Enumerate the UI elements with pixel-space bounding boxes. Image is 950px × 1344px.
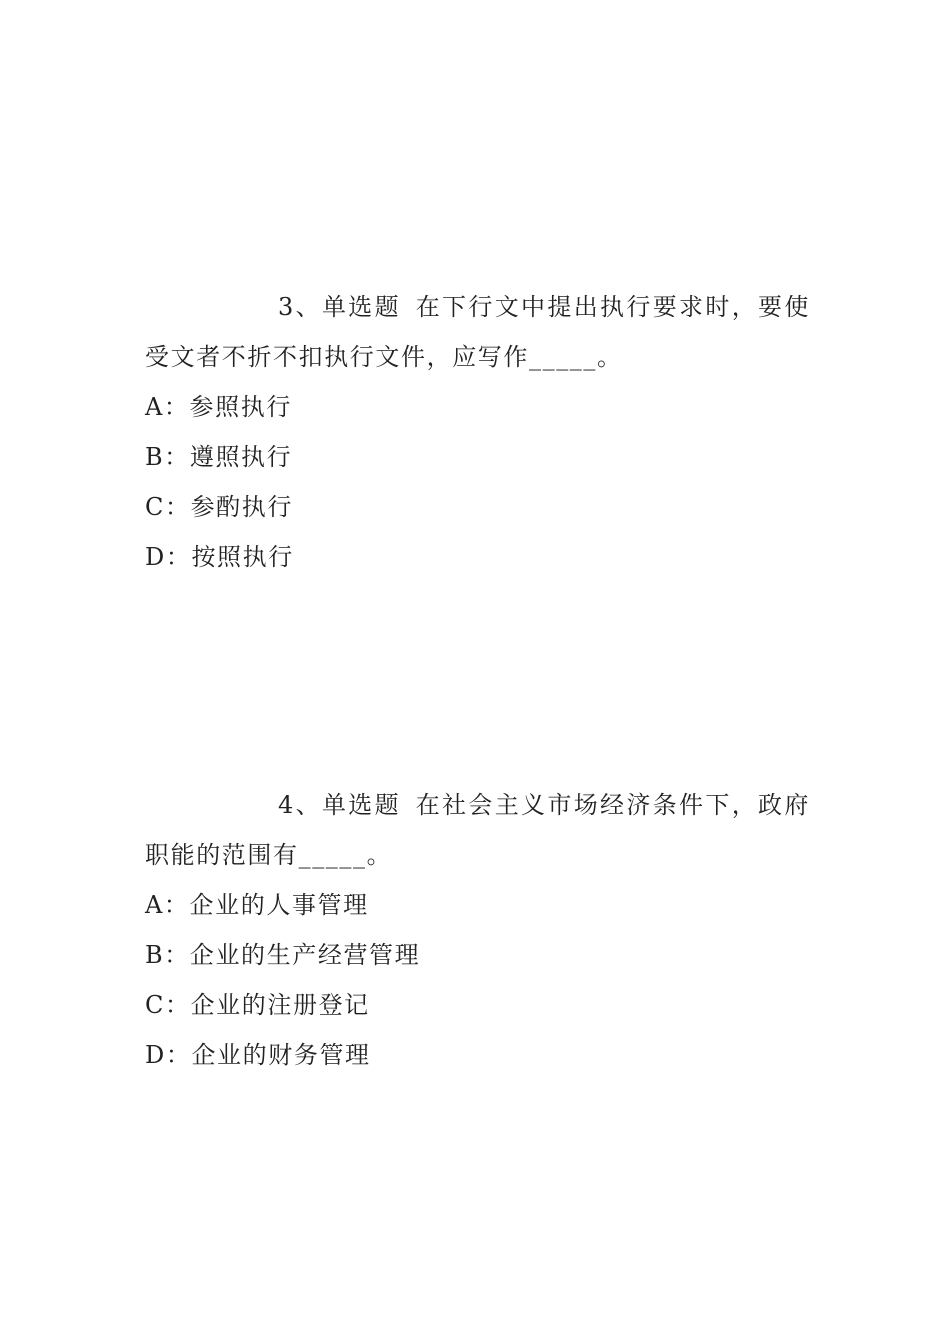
option-text: 参酌执行 — [190, 493, 293, 521]
option-a[interactable] — [145, 382, 810, 432]
option-b[interactable] — [145, 432, 810, 482]
option-text: 企业的财务管理 — [191, 1041, 371, 1069]
option-b[interactable] — [145, 930, 810, 980]
option-text: 企业的生产经营管理 — [189, 941, 421, 969]
option-text: 企业的人事管理 — [189, 891, 369, 919]
question-text: 在下行文中提出执行要求时，要使受文者不折不扣执行文件，应写作_____。 — [145, 293, 810, 371]
question-stem — [145, 780, 810, 880]
option-a[interactable] — [145, 880, 810, 930]
option-letter: D： — [145, 543, 192, 571]
option-d[interactable] — [145, 1030, 810, 1080]
question-stem — [145, 282, 810, 382]
question-number-type: 4、单选题 — [278, 791, 401, 819]
option-d[interactable] — [145, 532, 810, 582]
question-3 — [145, 282, 810, 582]
option-letter: D： — [145, 1041, 192, 1069]
option-c[interactable] — [145, 980, 810, 1030]
question-number-type: 3、单选题 — [278, 293, 401, 321]
option-letter: B： — [145, 941, 190, 969]
option-c[interactable] — [145, 482, 810, 532]
option-letter: A： — [145, 891, 190, 919]
option-text: 参照执行 — [189, 393, 292, 421]
option-letter: B： — [145, 443, 190, 471]
option-text: 按照执行 — [191, 543, 294, 571]
option-text: 遵照执行 — [189, 443, 293, 471]
question-4 — [145, 780, 810, 1080]
option-text: 企业的注册登记 — [190, 991, 370, 1019]
option-letter: A： — [145, 393, 190, 421]
option-letter: C： — [145, 493, 191, 521]
question-text: 在社会主义市场经济条件下，政府职能的范围有_____。 — [145, 791, 810, 869]
option-letter: C： — [145, 991, 191, 1019]
